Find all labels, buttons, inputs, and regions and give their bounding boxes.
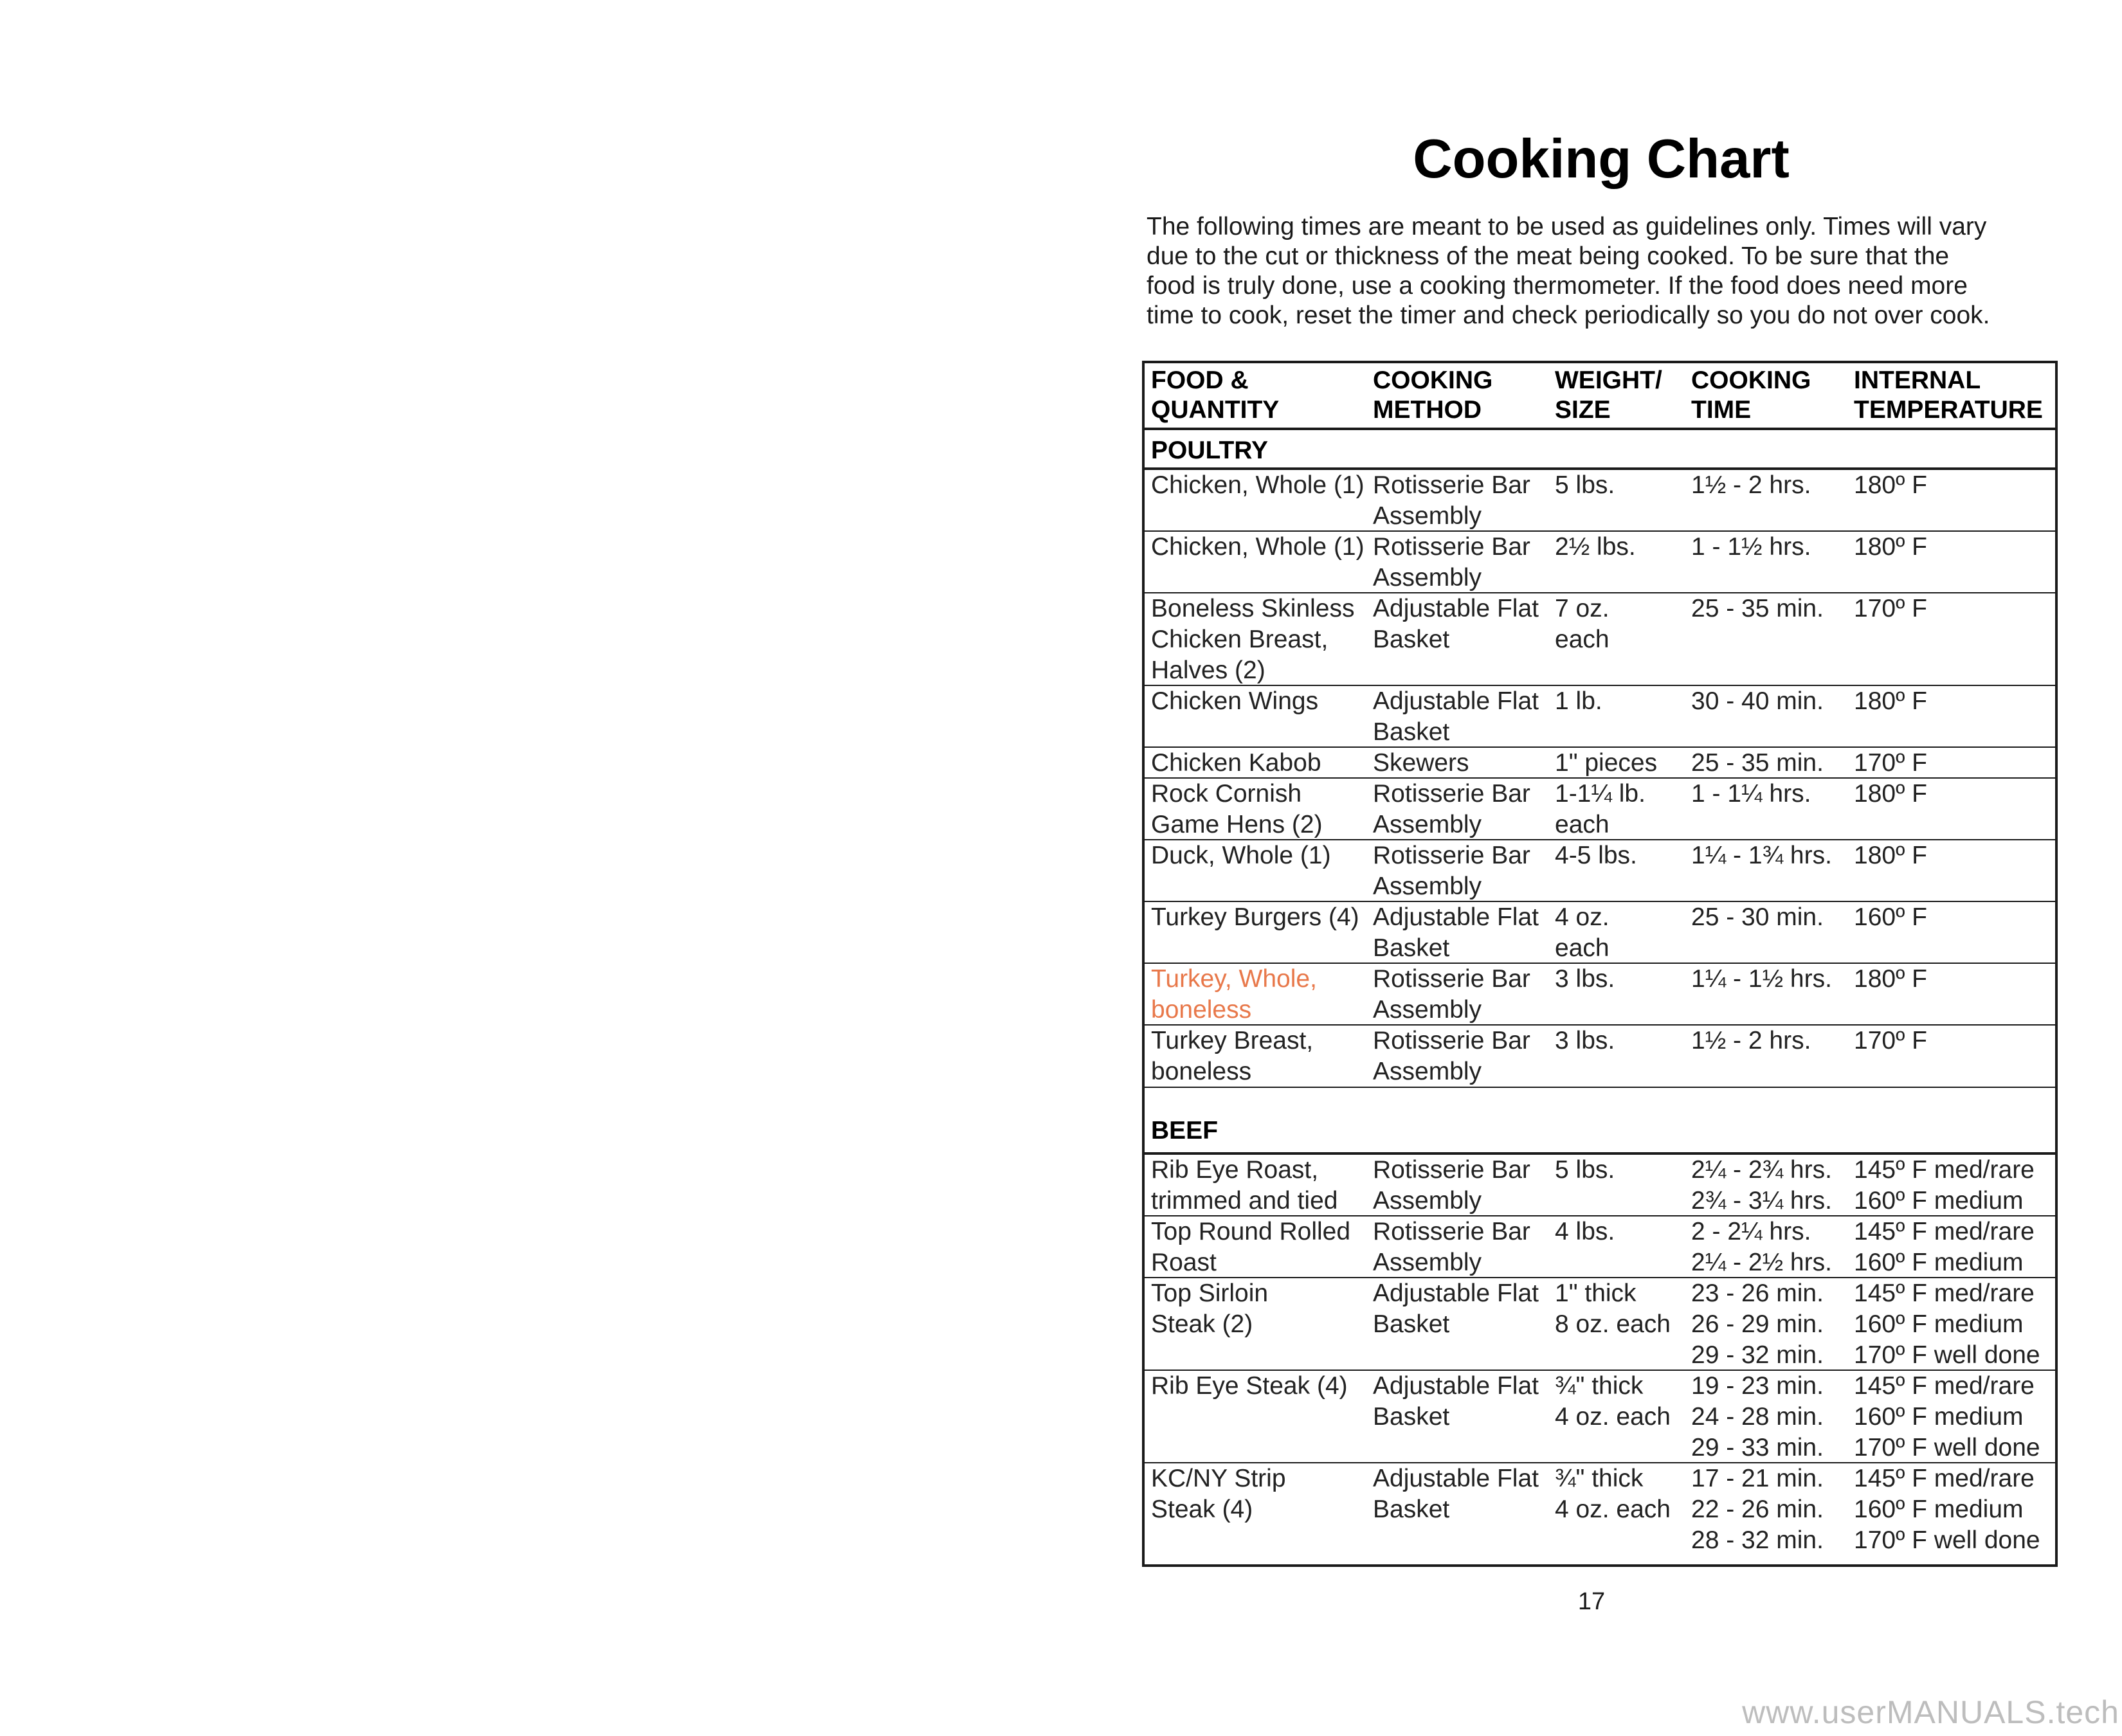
cell-line: 3 lbs. [1555,1027,1615,1054]
food-cell [1151,686,1318,717]
cell-line: Rotisserie Bar [1373,842,1530,869]
cell-line: Rotisserie Bar [1373,471,1530,499]
cell-line: 2 - 2¼ hrs. [1691,1218,1811,1245]
time-cell [1691,1463,1824,1556]
time-cell [1691,470,1811,501]
weight-cell [1555,902,1610,964]
cell-line: 145º F med/rare [1854,1156,2035,1184]
method-cell [1373,1463,1539,1525]
food-cell [1151,840,1331,871]
cell-line: 24 - 28 min. [1691,1403,1824,1431]
temp-cell [1854,964,1927,995]
temp-cell [1854,779,1927,809]
cell-line: each [1555,811,1610,838]
cell-line: 1¼ - 1½ hrs. [1691,965,1832,993]
food-cell [1151,902,1359,933]
temp-cell [1854,1155,2035,1216]
cell-line: Adjustable Flat [1373,1372,1539,1400]
temp-cell [1854,1278,2040,1371]
cell-line: 160º F medium [1854,1187,2024,1215]
cell-line: 170º F well done [1854,1341,2040,1369]
table-row [1145,686,2055,748]
cell-line: Game Hens (2) [1151,811,1323,838]
cell-line: 5 lbs. [1555,1156,1615,1184]
header-cooking-method: COOKING METHOD [1373,366,1493,424]
temp-cell [1854,748,1927,779]
cell-line: 160º F medium [1854,1249,2024,1276]
page-number: 17 [1577,1588,1606,1615]
cell-line: ¾" thick [1555,1372,1644,1400]
cell-line: 1-1¼ lb. [1555,780,1646,808]
method-cell [1373,593,1539,655]
table-row [1145,1155,2055,1216]
table-row [1145,470,2055,532]
cell-line: 4 oz. [1555,903,1610,931]
cell-line: 180º F [1854,471,1927,499]
table-row [1145,593,2055,686]
time-cell [1691,1216,1832,1278]
cell-line: Adjustable Flat [1373,687,1539,715]
cell-line: Assembly [1373,873,1482,900]
cell-line: 8 oz. each [1555,1310,1671,1338]
header-food-quantity: FOOD & QUANTITY [1151,366,1280,424]
cell-line: 3 lbs. [1555,965,1615,993]
cell-line: Assembly [1373,1249,1482,1276]
cell-line: Basket [1373,934,1450,962]
cell-line: Rotisserie Bar [1373,1218,1530,1245]
table-row [1145,779,2055,840]
cell-line: 1 - 1½ hrs. [1691,533,1811,561]
cell-line: Assembly [1373,1187,1482,1215]
temp-cell [1854,532,1927,563]
time-cell [1691,748,1824,779]
food-cell [1151,779,1323,840]
method-cell [1373,1216,1530,1278]
cell-line: 28 - 32 min. [1691,1526,1824,1554]
food-cell [1151,748,1321,779]
temp-cell [1854,593,1927,624]
method-cell [1373,470,1530,532]
food-cell [1151,532,1365,563]
weight-cell [1555,686,1602,717]
cell-line: 180º F [1854,687,1927,715]
cell-line: Rotisserie Bar [1373,1156,1530,1184]
food-cell [1151,1026,1313,1087]
table-row [1145,964,2055,1026]
cell-line: 160º F medium [1854,1496,2024,1523]
table-row [1145,748,2055,779]
table-header-row [1145,363,2055,430]
section-label-poultry: POULTRY [1151,437,1268,464]
cell-line: 170º F well done [1854,1526,2040,1554]
cell-line: 17 - 21 min. [1691,1465,1824,1492]
intro-line: The following times are meant to be used as guidelines only. Times will vary [1147,213,1987,240]
cell-line: Rib Eye Steak (4) [1151,1372,1348,1400]
food-cell [1151,470,1365,501]
cell-line: Steak (4) [1151,1496,1253,1523]
food-cell [1151,1278,1268,1340]
watermark: www.userMANUALS.tech [1742,1694,2119,1730]
cell-line: KC/NY Strip [1151,1465,1286,1492]
time-cell [1691,902,1824,933]
cell-line: Basket [1373,1403,1450,1431]
method-cell [1373,840,1530,902]
cell-line: Assembly [1373,996,1482,1024]
food-cell [1151,1463,1286,1525]
cell-line: Rotisserie Bar [1373,1027,1530,1054]
cell-line: Chicken Breast, [1151,626,1329,653]
cell-line: 4 oz. each [1555,1403,1671,1431]
cell-line: 1" thick [1555,1279,1637,1307]
cell-line: 7 oz. [1555,595,1610,622]
food-cell [1151,1371,1348,1402]
temp-cell [1854,902,1927,933]
cell-line: Basket [1373,718,1450,746]
cell-line: boneless [1151,1058,1252,1085]
weight-cell [1555,1463,1671,1525]
table-row [1145,1216,2055,1278]
cell-line: 145º F med/rare [1854,1465,2035,1492]
section-row-poultry [1145,430,2055,470]
cell-line: Top Sirloin [1151,1279,1269,1307]
table-row [1145,902,2055,964]
cell-line: 1¼ - 1¾ hrs. [1691,842,1832,869]
method-cell [1373,1371,1539,1433]
method-cell [1373,748,1469,779]
cell-line: 26 - 29 min. [1691,1310,1824,1338]
weight-cell [1555,532,1636,563]
cell-line: 4-5 lbs. [1555,842,1637,869]
cooking-chart-table [1142,361,2058,1567]
cell-line: 180º F [1854,533,1927,561]
cell-line: Turkey, Whole, [1151,965,1317,993]
cell-line: Adjustable Flat [1373,595,1539,622]
cell-line: each [1555,934,1610,962]
cell-line: 145º F med/rare [1854,1279,2035,1307]
weight-cell [1555,964,1615,995]
cell-line: Basket [1373,626,1450,653]
method-cell [1373,686,1539,748]
cell-line: Chicken Kabob [1151,749,1321,777]
intro-line: time to cook, reset the timer and check periodically so you do not over cook. [1147,302,1990,329]
cell-line: Duck, Whole (1) [1151,842,1331,869]
weight-cell [1555,840,1637,871]
cell-line: Adjustable Flat [1373,1465,1539,1492]
weight-cell [1555,470,1615,501]
cell-line: 5 lbs. [1555,471,1615,499]
method-cell [1373,779,1530,840]
cell-line: Adjustable Flat [1373,1279,1539,1307]
cell-line: 160º F [1854,903,1927,931]
cell-line: 160º F medium [1854,1310,2024,1338]
cell-line: 2½ lbs. [1555,533,1636,561]
section-row-beef [1145,1088,2055,1155]
time-cell [1691,779,1811,809]
method-cell [1373,532,1530,593]
cell-line: 170º F [1854,1027,1927,1054]
cell-line: 160º F medium [1854,1403,2024,1431]
cell-line: 180º F [1854,780,1927,808]
time-cell [1691,532,1811,563]
method-cell [1373,902,1539,964]
header-internal-temperature: INTERNAL TEMPERATURE [1854,366,2043,424]
time-cell [1691,1371,1824,1463]
weight-cell [1555,1371,1671,1433]
temp-cell [1854,1371,2040,1463]
temp-cell [1854,686,1927,717]
cell-line: 170º F [1854,595,1927,622]
food-cell [1151,593,1355,686]
cell-line: Adjustable Flat [1373,903,1539,931]
cell-line: 2¾ - 3¼ hrs. [1691,1187,1832,1215]
cell-line: 1½ - 2 hrs. [1691,471,1811,499]
cell-line: 1½ - 2 hrs. [1691,1027,1811,1054]
cell-line: 145º F med/rare [1854,1372,2035,1400]
time-cell [1691,686,1824,717]
cell-line: 145º F med/rare [1854,1218,2035,1245]
cell-line: 180º F [1854,842,1927,869]
weight-cell [1555,1026,1615,1056]
weight-cell [1555,1278,1671,1340]
intro-paragraph [1147,212,2111,330]
cell-line: Turkey Burgers (4) [1151,903,1359,931]
cell-line: Chicken Wings [1151,687,1319,715]
temp-cell [1854,840,1927,871]
cell-line: boneless [1151,996,1252,1024]
cell-line: Assembly [1373,811,1482,838]
time-cell [1691,593,1824,624]
cell-line: 180º F [1854,965,1927,993]
cell-line: 1" pieces [1555,749,1658,777]
cell-line: Rib Eye Roast, [1151,1156,1319,1184]
cell-line: Assembly [1373,502,1482,530]
cell-line: 29 - 33 min. [1691,1434,1824,1461]
cell-line: 29 - 32 min. [1691,1341,1824,1369]
page-title: Cooking Chart [1413,129,1790,190]
time-cell [1691,1155,1832,1216]
cell-line: Turkey Breast, [1151,1027,1314,1054]
time-cell [1691,964,1832,995]
header-cooking-time: COOKING TIME [1691,366,1811,424]
cell-line: 1 - 1¼ hrs. [1691,780,1811,808]
cell-line: Chicken, Whole (1) [1151,471,1365,499]
cell-line: Rotisserie Bar [1373,533,1530,561]
cell-line: 25 - 30 min. [1691,903,1824,931]
cell-line: Halves (2) [1151,656,1265,684]
cell-line: Roast [1151,1249,1217,1276]
section-label-beef: BEEF [1151,1117,1219,1144]
time-cell [1691,1278,1824,1371]
cell-line: 170º F [1854,749,1927,777]
cell-line: Rock Cornish [1151,780,1302,808]
cell-line: Skewers [1373,749,1469,777]
cell-line: 22 - 26 min. [1691,1496,1824,1523]
weight-cell [1555,779,1646,840]
weight-cell [1555,748,1657,779]
table-row [1145,1026,2055,1088]
food-cell [1151,1155,1338,1216]
cell-line: Top Round Rolled [1151,1218,1351,1245]
food-cell [1151,964,1317,1026]
cell-line: 25 - 35 min. [1691,749,1824,777]
method-cell [1373,1026,1530,1087]
time-cell [1691,1026,1811,1056]
temp-cell [1854,1216,2035,1278]
food-cell [1151,1216,1350,1278]
cell-line: 4 oz. each [1555,1496,1671,1523]
time-cell [1691,840,1832,871]
table-row [1145,532,2055,593]
cell-line: Assembly [1373,564,1482,592]
cell-line: 4 lbs. [1555,1218,1615,1245]
table-row [1145,840,2055,902]
cell-line: Chicken, Whole (1) [1151,533,1365,561]
cell-line: Steak (2) [1151,1310,1253,1338]
cell-line: trimmed and tied [1151,1187,1338,1215]
cell-line: ¾" thick [1555,1465,1644,1492]
temp-cell [1854,1026,1927,1056]
cell-line: 23 - 26 min. [1691,1279,1824,1307]
intro-line: food is truly done, use a cooking thermometer. If the food does need more [1147,272,1968,300]
method-cell [1373,1155,1530,1216]
table-row [1145,1463,2055,1564]
cell-line: Rotisserie Bar [1373,780,1530,808]
weight-cell [1555,1216,1615,1247]
cell-line: 1 lb. [1555,687,1602,715]
header-weight-size: WEIGHT/ SIZE [1555,366,1662,424]
cell-line: 2¼ - 2¾ hrs. [1691,1156,1832,1184]
cell-line: 170º F well done [1854,1434,2040,1461]
cell-line: 2¼ - 2½ hrs. [1691,1249,1832,1276]
cell-line: Assembly [1373,1058,1482,1085]
cell-line: 30 - 40 min. [1691,687,1824,715]
method-cell [1373,1278,1539,1340]
temp-cell [1854,470,1927,501]
cell-line: Boneless Skinless [1151,595,1355,622]
weight-cell [1555,593,1610,655]
cell-line: 25 - 35 min. [1691,595,1824,622]
cell-line: 19 - 23 min. [1691,1372,1824,1400]
table-row [1145,1278,2055,1371]
cell-line: Rotisserie Bar [1373,965,1530,993]
cell-line: Basket [1373,1310,1450,1338]
method-cell [1373,964,1530,1026]
table-row [1145,1371,2055,1463]
cell-line: Basket [1373,1496,1450,1523]
temp-cell [1854,1463,2040,1556]
weight-cell [1555,1155,1615,1186]
cell-line: each [1555,626,1610,653]
intro-line: due to the cut or thickness of the meat being cooked. To be sure that the [1147,242,1950,270]
